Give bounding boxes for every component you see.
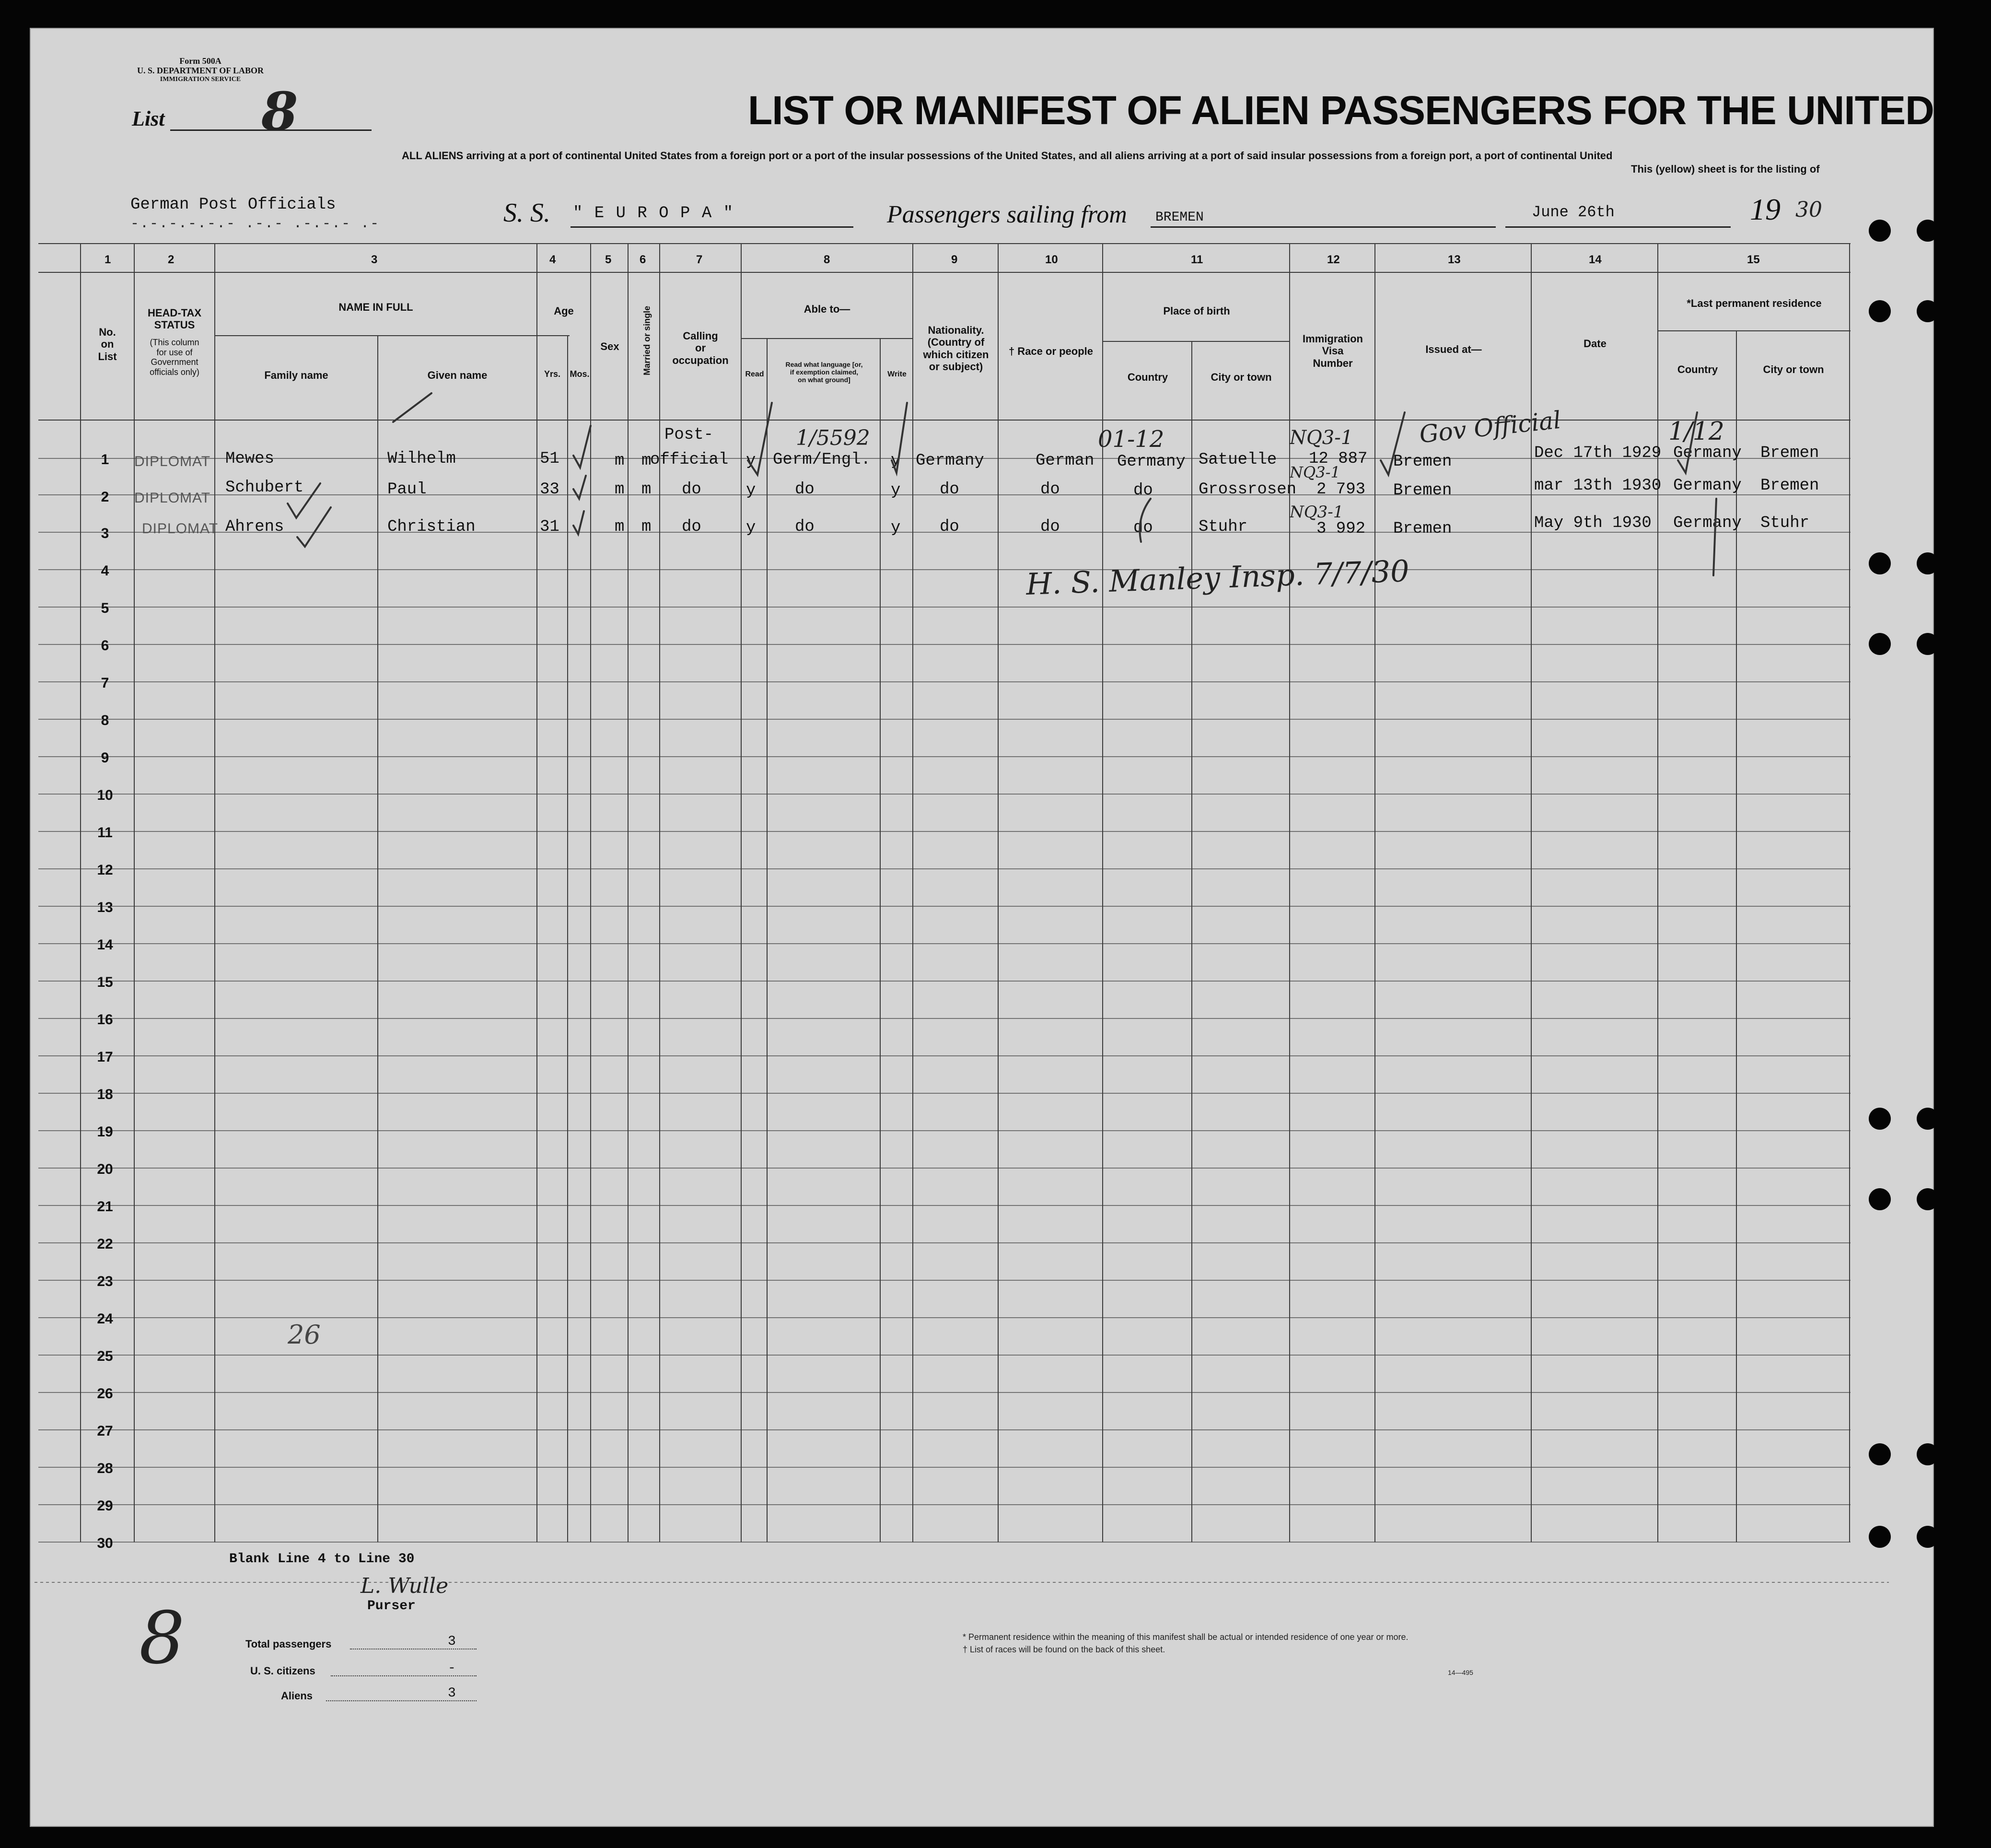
given-name: Christian (387, 518, 476, 536)
ship-name: " E U R O P A " (573, 204, 734, 222)
visa-number: 3 992 (1316, 520, 1366, 538)
sailing-label: Passengers sailing from (887, 201, 1127, 228)
column-number: 10 (1045, 253, 1058, 266)
nationality: do (940, 480, 959, 499)
list-number: 8 (261, 81, 298, 142)
read-language: Germ/Engl. (773, 451, 871, 469)
row-number: 23 (97, 1274, 113, 1289)
age-years: 51 (540, 450, 559, 468)
residence-country: Germany (1673, 477, 1742, 495)
birth-city: Satuelle (1199, 451, 1277, 469)
given-name: Wilhelm (387, 450, 456, 468)
column-number: 5 (605, 253, 612, 266)
column-number: 6 (640, 253, 646, 266)
sex: m (615, 452, 625, 470)
birth-country: Germany (1117, 453, 1186, 471)
header-visa: Immigration Visa Number (1303, 333, 1363, 369)
check-mark (573, 511, 584, 534)
column-number: 9 (951, 253, 958, 266)
column-number: 15 (1747, 253, 1760, 266)
can-write: y (891, 452, 901, 470)
departure-port: BREMEN (1155, 210, 1204, 225)
us-citizens-label: U. S. citizens (250, 1665, 315, 1677)
column-number: 13 (1448, 253, 1461, 266)
header-mos: Mos. (570, 369, 590, 379)
subtitle-line-1: ALL ALIENS arriving at a port of continental United States from a foreign port or a port of the insular possessions of the United States, and all aliens arriving at a port of said insular possessions from a foreign port, a port of continental United (402, 150, 1613, 162)
header-age: Age (554, 305, 574, 317)
page-mark: 26 (288, 1320, 321, 1350)
aliens-value: 3 (448, 1686, 456, 1701)
purser-label: Purser (367, 1599, 416, 1614)
column-number: 3 (371, 253, 378, 266)
married-status: m (641, 518, 652, 536)
married-status: m (641, 452, 652, 470)
row-number: 8 (101, 713, 109, 728)
total-passengers-value: 3 (448, 1634, 456, 1649)
head-tax-stamp: DIPLOMAT (134, 490, 211, 506)
header-race: † Race or people (1008, 345, 1094, 357)
header-nationality: Nationality. (Country of which citizen or subject) (923, 324, 989, 373)
row-number: 21 (97, 1199, 113, 1215)
residence-country: Germany (1673, 514, 1742, 532)
visa-annotation: NQ3-1 (1290, 503, 1344, 522)
print-code: 14—495 (1448, 1669, 1473, 1676)
nationality: Germany (916, 452, 984, 470)
issued-at: Bremen (1393, 453, 1452, 471)
issued-annotation: Gov Official (1418, 406, 1562, 449)
row-number: 14 (97, 937, 113, 953)
family-name: Schubert (225, 479, 304, 497)
form-department: U. S. DEPARTMENT OF LABOR (137, 65, 264, 75)
can-read: y (746, 481, 756, 500)
group-underline: -.-.-.-.-.- .-.- .-.-.- .- (130, 216, 380, 232)
header-write: Write (887, 370, 907, 378)
header-place-of-birth: Place of birth (1163, 305, 1230, 317)
sex: m (615, 518, 625, 536)
row-number: 24 (97, 1311, 113, 1327)
check-mark (748, 403, 772, 475)
given-name: Paul (387, 480, 427, 499)
inspector-signature: H. S. Manley Insp. 7/7/30 (1025, 553, 1410, 602)
occupation: do (682, 480, 701, 499)
column-number: 1 (105, 253, 111, 266)
row-number: 29 (97, 1498, 113, 1514)
header-issued-at: Issued at— (1425, 343, 1482, 355)
header-given-name: Given name (427, 369, 488, 381)
check-mark (573, 426, 591, 468)
header-head-tax: HEAD-TAX STATUS (147, 307, 202, 331)
list-mark: 8 (139, 1597, 185, 1680)
header-birth-country: Country (1127, 371, 1168, 383)
list-label: List (132, 107, 165, 130)
family-name: Mewes (225, 450, 275, 468)
occupation: do (682, 518, 701, 536)
visa-date: May 9th 1930 (1534, 514, 1652, 532)
header-sex: Sex (600, 340, 619, 352)
row-number: 1 (101, 452, 109, 468)
check-mark (288, 483, 320, 518)
header-name-in-full: NAME IN FULL (338, 301, 413, 313)
residence-city: Bremen (1760, 444, 1819, 462)
row-number: 13 (97, 900, 113, 915)
check-mark (1713, 499, 1716, 575)
row-number: 11 (97, 825, 113, 841)
column-number: 11 (1191, 253, 1203, 266)
row-number: 15 (97, 974, 113, 990)
residence-city: Bremen (1760, 477, 1819, 495)
header-head-tax-note: (This column for use of Government officials only) (150, 338, 199, 377)
row-number: 9 (101, 750, 109, 766)
header-birth-city: City or town (1211, 371, 1272, 383)
row-number: 16 (97, 1012, 113, 1028)
row-number: 2 (101, 489, 109, 505)
language-annotation: 1/5592 (796, 426, 870, 450)
footnote-races: † List of races will be found on the back of this sheet. (963, 1645, 1165, 1654)
head-tax-stamp: DIPLOMAT (142, 521, 219, 537)
row-number: 25 (97, 1348, 113, 1364)
residence-city: Stuhr (1760, 514, 1810, 532)
sailing-date: June 26th (1532, 203, 1615, 221)
purser-signature: L. Wulle (361, 1574, 449, 1598)
header-res-city: City or town (1763, 363, 1824, 375)
row-number: 7 (101, 675, 109, 691)
row-number: 18 (97, 1087, 113, 1102)
column-number: 8 (824, 253, 830, 266)
can-write: y (891, 519, 901, 537)
visa-annotation: NQ3-1 (1290, 463, 1340, 481)
occupation-line-1: Post- (664, 426, 714, 444)
issued-at: Bremen (1393, 520, 1452, 538)
column-number: 4 (549, 253, 556, 266)
birth-city: Grossrosen (1199, 480, 1297, 499)
header-calling: Calling or occupation (672, 330, 729, 366)
header-date: Date (1583, 338, 1607, 350)
issued-at: Bremen (1393, 481, 1452, 500)
age-years: 31 (540, 518, 559, 536)
ship-prefix: S. S. (503, 198, 550, 228)
subtitle-line-2: This (yellow) sheet is for the listing of (1631, 163, 1820, 175)
row-number: 10 (97, 787, 113, 803)
residence-country: Germany (1673, 444, 1742, 462)
check-mark (1381, 412, 1405, 475)
family-name: Ahrens (225, 518, 284, 536)
header-yrs: Yrs. (544, 369, 561, 379)
year-suffix: 30 (1795, 198, 1822, 222)
header-family-name: Family name (264, 369, 328, 381)
header-res-country: Country (1677, 363, 1718, 375)
row-number: 20 (97, 1161, 113, 1177)
visa-date: Dec 17th 1929 (1534, 444, 1662, 462)
sex: m (615, 480, 625, 499)
married-status: m (641, 480, 652, 499)
can-read: y (746, 452, 756, 470)
header-no-on-list: No. on List (98, 326, 117, 363)
check-mark (297, 507, 331, 547)
race: do (1040, 518, 1060, 536)
read-language: do (795, 518, 815, 536)
header-read-language: Read what language [or, if exemption claimed, on what ground] (785, 361, 863, 384)
row-number: 19 (97, 1124, 113, 1140)
page-title: LIST OR MANIFEST OF ALIEN PASSENGERS FOR THE UNITED (748, 88, 1934, 133)
row-number: 27 (97, 1423, 113, 1439)
blank-line-note: Blank Line 4 to Line 30 (229, 1552, 415, 1567)
head-tax-stamp: DIPLOMAT (134, 454, 211, 469)
row-number: 28 (97, 1461, 113, 1476)
us-citizens-value: - (448, 1661, 456, 1676)
birth-country: do (1133, 481, 1153, 500)
form-service: IMMIGRATION SERVICE (160, 75, 241, 83)
visa-date: mar 13th 1930 (1534, 477, 1662, 495)
header-able-to: Able to— (803, 303, 850, 315)
check-mark (573, 476, 586, 499)
column-number: 14 (1589, 253, 1602, 266)
row-number: 4 (101, 563, 109, 579)
visa-annotation: NQ3-1 (1290, 427, 1353, 449)
total-passengers-label: Total passengers (245, 1638, 332, 1650)
row-number: 30 (97, 1535, 113, 1551)
footnote-residence: * Permanent residence within the meaning of this manifest shall be actual or intended residence of one year or more. (963, 1632, 1409, 1642)
age-years: 33 (540, 480, 559, 499)
header-read: Read (745, 370, 764, 378)
check-mark (1140, 499, 1151, 542)
nationality: do (940, 518, 959, 536)
residence-annotation: 1/12 (1668, 417, 1724, 446)
row-number: 6 (101, 638, 109, 654)
occupation: official (650, 451, 729, 469)
read-language: do (795, 480, 815, 499)
column-number: 7 (696, 253, 703, 266)
can-read: y (746, 519, 756, 537)
birth-city: Stuhr (1199, 518, 1248, 536)
race: do (1040, 480, 1060, 499)
visa-number: 2 793 (1316, 480, 1366, 499)
row-number: 3 (101, 526, 109, 541)
header-married: Married or single (642, 305, 652, 375)
group-label: German Post Officials (130, 196, 336, 214)
row-number: 5 (101, 600, 109, 616)
form-number: Form 500A (179, 56, 221, 66)
birth-country: do (1133, 519, 1153, 537)
column-number: 12 (1327, 253, 1340, 266)
can-write: y (891, 481, 901, 500)
row-number: 17 (97, 1049, 113, 1065)
race-annotation: 01-12 (1098, 426, 1164, 453)
row-number: 22 (97, 1236, 113, 1252)
check-mark (1678, 412, 1697, 473)
race: German (1036, 452, 1094, 470)
row-number: 26 (97, 1386, 113, 1402)
column-number: 2 (168, 253, 175, 266)
row-number: 12 (97, 862, 113, 878)
check-mark (892, 403, 907, 473)
aliens-label: Aliens (281, 1690, 313, 1702)
check-mark (393, 393, 431, 422)
year-prefix: 19 (1750, 192, 1781, 226)
visa-number: 12 887 (1309, 450, 1368, 468)
header-last-residence: *Last permanent residence (1687, 297, 1822, 309)
